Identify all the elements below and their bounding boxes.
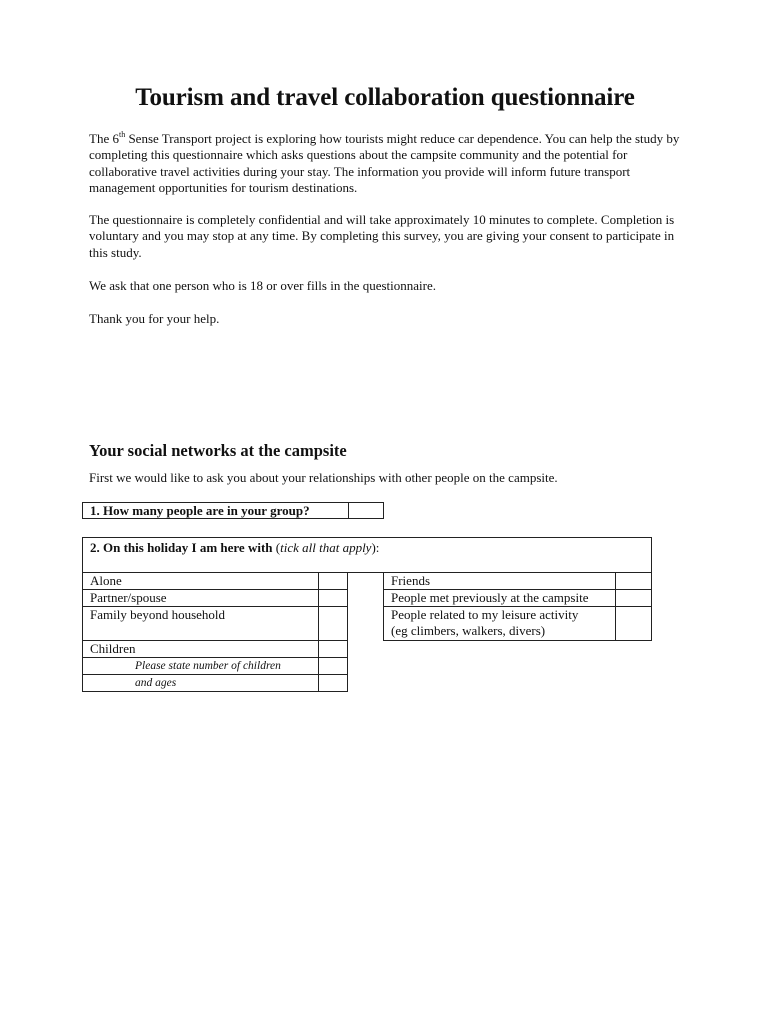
- intro-paragraph-2: [89, 212, 689, 261]
- option-partner-checkbox[interactable]: [319, 590, 348, 607]
- children-note-row: [83, 658, 348, 675]
- superscript-th: th: [118, 130, 126, 139]
- option-partner-label: Partner/spouse: [83, 590, 319, 607]
- question-2-hint: tick all that apply: [280, 540, 372, 555]
- eligibility-text: We ask that one person who is 18 or over fills in the questionnaire.: [89, 278, 436, 293]
- question-2-header: [82, 537, 652, 573]
- option-children-checkbox[interactable]: [319, 641, 348, 658]
- hint-close: ):: [371, 540, 380, 555]
- children-number-field[interactable]: [319, 658, 348, 675]
- intro-paragraph-3: [89, 278, 689, 294]
- option-children-label: Children: [83, 641, 319, 658]
- question-1: [82, 502, 384, 519]
- confidentiality-text: The questionnaire is completely confidential and will take approximately 10 minutes to complete. Completion is voluntary and you may stop at any time. By completing this survey, you are giving your consent to participate in this study.: [89, 212, 675, 260]
- question-2-label: 2. On this holiday I am here with: [90, 540, 273, 555]
- option-row: [83, 641, 348, 658]
- option-row: [384, 573, 652, 590]
- question-1-label: 1. How many people are in your group?: [83, 503, 349, 518]
- children-ages-field[interactable]: [319, 675, 348, 692]
- option-row: [83, 573, 348, 590]
- section-intro: First we would like to ask you about your relationships with other people on the campsite.: [89, 470, 558, 485]
- intro-paragraph-1: [89, 131, 689, 197]
- group-size-answer-box[interactable]: [349, 503, 383, 518]
- leisure-line-1: People related to my leisure activity: [391, 607, 579, 622]
- option-alone-label: Alone: [83, 573, 319, 590]
- page-title: Tourism and travel collaboration questionnaire: [135, 84, 635, 111]
- option-family-label: Family beyond household: [83, 607, 319, 641]
- option-friends-label: Friends: [384, 573, 616, 590]
- children-note-line-1: Please state number of children: [83, 658, 319, 675]
- option-row: [384, 590, 652, 607]
- intro-paragraph-4: [89, 311, 689, 327]
- options-right-table: [383, 572, 652, 641]
- intro-text: The 6: [89, 131, 119, 146]
- option-family-checkbox[interactable]: [319, 607, 348, 641]
- leisure-line-2: (eg climbers, walkers, divers): [391, 623, 546, 638]
- option-leisure-checkbox[interactable]: [616, 607, 652, 641]
- children-note-line-2: and ages: [83, 675, 319, 692]
- hint-open: (: [272, 540, 281, 555]
- option-row: [83, 590, 348, 607]
- option-leisure-label: [384, 607, 616, 641]
- option-met-previously-label: People met previously at the campsite: [384, 590, 616, 607]
- option-row: [83, 607, 348, 641]
- intro-text-cont: Sense Transport project is exploring how tourists might reduce car dependence. You can help the study by completing this questionnaire which asks questions about the campsite community and the potential for collaborative travel activities during your stay. The information you provide will inform future transport management opportunities for tourism destinations.: [89, 131, 680, 196]
- options-left-table: [82, 572, 348, 692]
- children-note-row: [83, 675, 348, 692]
- option-friends-checkbox[interactable]: [616, 573, 652, 590]
- thanks-text: Thank you for your help.: [89, 311, 220, 326]
- option-alone-checkbox[interactable]: [319, 573, 348, 590]
- option-met-previously-checkbox[interactable]: [616, 590, 652, 607]
- section-heading: Your social networks at the campsite: [89, 441, 347, 460]
- option-row: [384, 607, 652, 641]
